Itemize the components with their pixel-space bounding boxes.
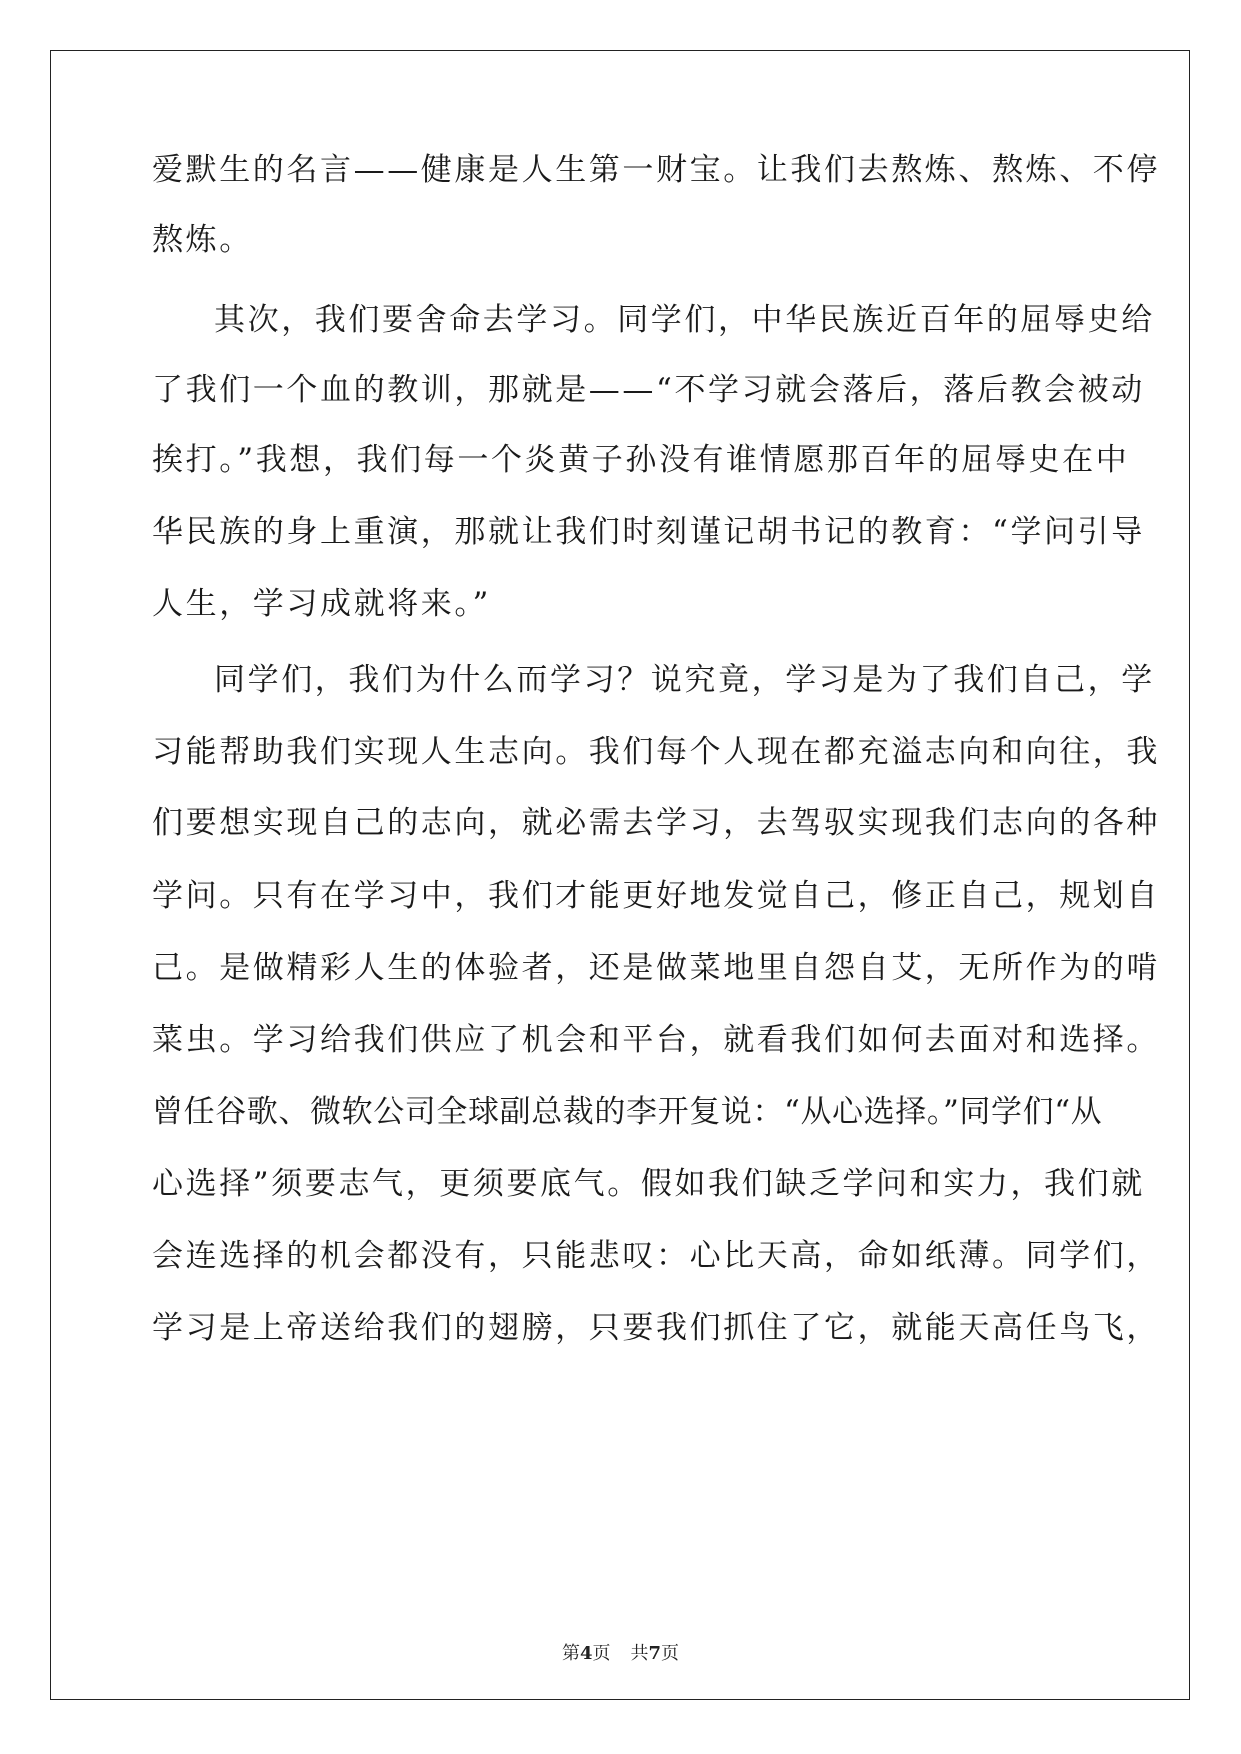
body-line-17: 学习是上帝送给我们的翅膀，只要我们抓住了它，就能天高任鸟飞， (152, 1310, 1160, 1346)
body-line-11: 学问。只有在学习中，我们才能更好地发觉自己，修正自己，规划自 (152, 878, 1160, 914)
page-border (50, 50, 1190, 1700)
body-line-1: 爱默生的名言——健康是人生第一财宝。让我们去熬炼、熬炼、不停 (152, 152, 1160, 188)
body-line-8: 同学们，我们为什么而学习？说究竟，学习是为了我们自己，学 (214, 662, 1155, 698)
body-line-12: 己。是做精彩人生的体验者，还是做菜地里自怨自艾，无所作为的啃 (152, 950, 1160, 986)
body-line-10: 们要想实现自己的志向，就必需去学习，去驾驭实现我们志向的各种 (152, 805, 1160, 841)
body-line-5: 挨打。”我想，我们每一个炎黄子孙没有谁情愿那百年的屈辱史在中 (152, 442, 1130, 478)
body-line-2: 熬炼。 (152, 222, 253, 258)
body-line-15: 心选择”须要志气，更须要底气。假如我们缺乏学问和实力，我们就 (152, 1166, 1145, 1202)
page-prefix: 第 (561, 1643, 580, 1664)
body-line-13: 菜虫。学习给我们供应了机会和平台，就看我们如何去面对和选择。 (152, 1022, 1160, 1058)
body-line-3: 其次，我们要舍命去学习。同学们，中华民族近百年的屈辱史给 (214, 302, 1155, 338)
page-suffix: 页 (592, 1643, 611, 1664)
body-line-9: 习能帮助我们实现人生志向。我们每个人现在都充溢志向和向往，我 (152, 734, 1160, 770)
total-prefix: 共 (630, 1643, 649, 1664)
current-page-number: 4 (579, 1643, 593, 1664)
body-line-16: 会连选择的机会都没有，只能悲叹：心比天高，命如纸薄。同学们， (152, 1238, 1160, 1274)
total-pages-number: 7 (648, 1643, 662, 1664)
body-line-14: 曾任谷歌、微软公司全球副总裁的李开复说：“从心选择。”同学们“从 (152, 1094, 1103, 1130)
body-line-4: 了我们一个血的教训，那就是——“不学习就会落后，落后教会被动 (152, 372, 1145, 408)
page-footer (0, 1642, 1241, 1666)
total-suffix: 页 (661, 1643, 680, 1664)
body-line-6: 华民族的身上重演，那就让我们时刻谨记胡书记的教育：“学问引导 (152, 514, 1145, 550)
body-line-7: 人生，学习成就将来。” (152, 586, 491, 622)
